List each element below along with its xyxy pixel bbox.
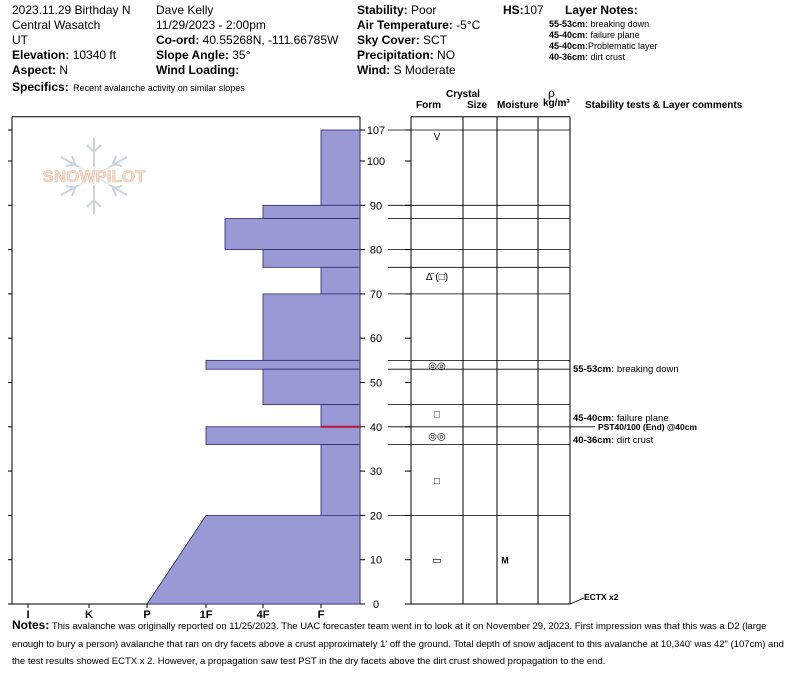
hardness-bar	[321, 445, 360, 516]
state-name: UT	[12, 33, 28, 47]
x-tick-label: 4F	[256, 609, 270, 621]
aspect-value: N	[59, 63, 69, 77]
stability-test-label: ECTX x2	[584, 592, 619, 602]
y-tick-label: 80	[369, 244, 383, 257]
slope-value: 35°	[232, 48, 251, 62]
y-tick-label: 30	[369, 466, 383, 479]
y-tick-label: 60	[369, 333, 383, 346]
layer-note-text: failure plane	[590, 30, 640, 40]
wind-value: S Moderate	[393, 63, 456, 77]
observation-datetime: 11/29/2023 - 2:00pm	[156, 18, 266, 32]
aspect-label: Aspect:	[12, 63, 57, 77]
grain-form-symbol: Δ̄ (□)	[425, 272, 449, 284]
logo-text: SNOWPILOT	[42, 167, 146, 186]
grain-form-symbol: ◎◎	[428, 431, 446, 443]
notes-label: Notes:	[12, 618, 50, 632]
y-tick-label: 107	[366, 124, 386, 137]
hardness-bar	[263, 369, 360, 404]
hardness-bar	[206, 427, 360, 445]
hardness-bar	[321, 405, 360, 427]
x-tick-label: I	[26, 609, 30, 621]
col-crystal: Crystal	[446, 89, 480, 100]
y-tick-label: 40	[369, 421, 383, 434]
stability-label: Stability:	[357, 3, 408, 17]
stability-test-leader	[570, 598, 584, 604]
y-tick-label: 70	[369, 288, 383, 301]
col-rho: ρ	[548, 86, 555, 100]
grain-form-symbol: ▭	[432, 555, 442, 567]
hardness-bar	[147, 515, 360, 604]
wind-label: Wind:	[357, 63, 391, 77]
hardness-bar	[321, 130, 360, 205]
notes-block	[12, 617, 794, 671]
grain-form-symbol: V	[433, 131, 441, 143]
observer-name: Dave Kelly	[156, 3, 214, 17]
hardness-bar	[263, 250, 360, 268]
coord-value: 40.55268N, -111.66785W	[202, 33, 339, 47]
wind-loading-label: Wind Loading:	[156, 63, 240, 77]
specifics-value: Recent avalanche activity on similar slopes	[73, 83, 245, 93]
hardness-bar	[321, 267, 360, 294]
layer-comment	[573, 435, 654, 446]
grain-form-symbol: ◎◎	[428, 360, 446, 372]
y-tick-label: 100	[366, 156, 386, 168]
layer-comment-range: 40-36cm:	[573, 435, 617, 447]
y-tick-label: 0	[372, 599, 380, 611]
y-tick-label: 50	[369, 377, 383, 390]
notes-text: This avalanche was originally reported on 11/25/2023. The UAC forecaster team went in to look at it on November 29, 2023. First impression was that this was a D2 (large enough to bury a person) avalanche that ran on dry facets above a crust approximately 1' off the ground. Total depth of snow adjacent to this avalanche at 10,340' was 42" (107cm) and the test results showed ECTX x 2. However, a propagation saw test PST in the dry facets above the dirt crust showed propagation to the end.	[12, 621, 784, 667]
precip-value: NO	[437, 48, 456, 62]
layer-note-text: Problematic layer	[588, 41, 658, 51]
layer-comment	[573, 364, 679, 375]
specifics-label: Specifics:	[12, 80, 69, 94]
sky-value: SCT	[423, 33, 448, 47]
hardness-bar	[225, 219, 360, 250]
layer-note-text: dirt crust	[590, 52, 626, 62]
x-tick-label: F	[317, 609, 325, 621]
layer-notes-title: Layer Notes:	[565, 3, 638, 17]
layer-comment-range: 45-40cm:	[573, 412, 617, 424]
elevation-label: Elevation:	[12, 48, 70, 62]
x-tick-label: P	[143, 609, 151, 621]
layer-comment-range: 55-53cm:	[573, 364, 617, 376]
layer-note-range: 45-40cm:	[549, 30, 589, 40]
moisture-label: M	[501, 555, 509, 566]
col-moisture: Moisture	[497, 100, 539, 111]
x-tick-label: K	[85, 609, 93, 621]
y-tick-label: 20	[369, 510, 383, 523]
grain-form-symbol: □	[433, 475, 441, 487]
snowpilot-logo	[32, 138, 156, 214]
coord-label: Co-ord:	[156, 33, 200, 47]
hardness-bar	[206, 360, 360, 369]
hs-label: HS:	[503, 3, 524, 17]
stability-value: Poor	[411, 3, 437, 17]
col-stability: Stability tests & Layer comments	[585, 100, 743, 111]
grain-form-symbol: □	[433, 409, 441, 421]
layer-note-text: breaking down	[590, 19, 650, 29]
precip-label: Precipitation:	[357, 48, 434, 62]
sky-label: Sky Cover:	[357, 33, 420, 47]
y-tick-label: 90	[369, 200, 383, 213]
hs-value: 107	[523, 3, 544, 17]
hardness-bar	[263, 294, 360, 360]
profile-title: 2023.11.29 Birthday N	[12, 3, 131, 17]
y-tick-label: 10	[369, 554, 383, 567]
slope-label: Slope Angle:	[156, 48, 229, 62]
layer-note-range: 45-40cm:	[549, 41, 589, 51]
range-name: Central Wasatch	[12, 18, 101, 32]
stability-test-label: PST40/100 (End) @40cm	[598, 421, 697, 432]
col-size: Size	[467, 100, 488, 111]
air-temp-value: -5°C	[456, 18, 481, 32]
hardness-bar	[263, 205, 360, 218]
x-tick-label: 1F	[199, 609, 213, 621]
col-form: Form	[416, 100, 441, 111]
layer-comment-text: failure plane	[616, 412, 669, 424]
layer-note-range: 55-53cm:	[549, 19, 589, 29]
elevation-value: 10340 ft	[72, 48, 117, 62]
layer-comment-text: breaking down	[616, 364, 679, 376]
layer-note-range: 40-36cm:	[549, 52, 589, 62]
col-density: kg/m³	[543, 98, 570, 109]
air-temp-label: Air Temperature:	[357, 18, 453, 32]
layer-comment-text: dirt crust	[616, 435, 654, 447]
